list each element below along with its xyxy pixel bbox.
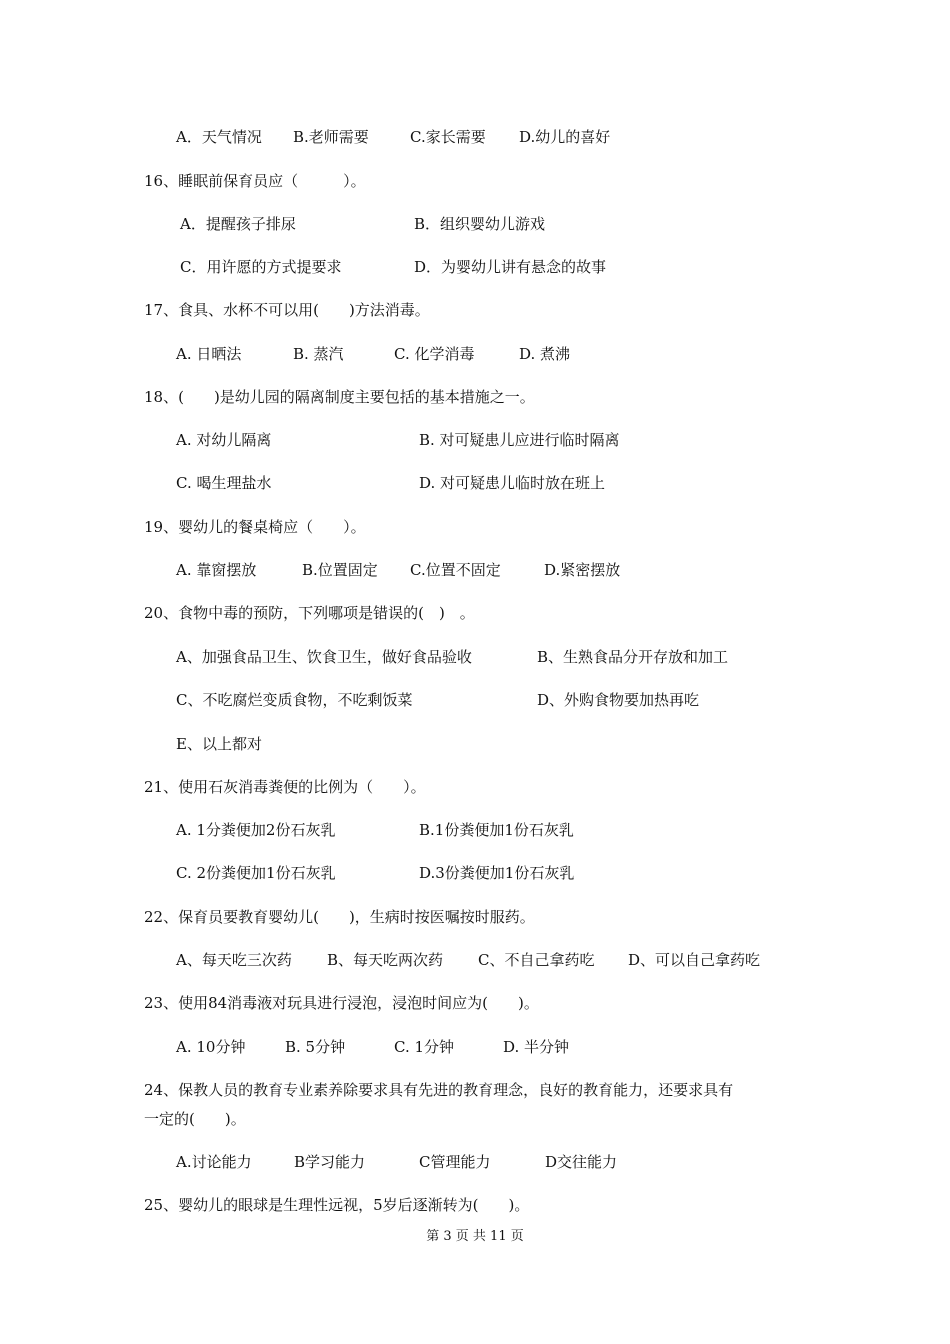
q15-option-b: B.老师需要 (293, 128, 369, 146)
q19-option-a: A. 靠窗摆放 (176, 561, 257, 579)
q20-option-e: E、以上都对 (176, 735, 262, 753)
q24-stem-line2: 一定的( )。 (144, 1110, 246, 1128)
q19-stem: 19、婴幼儿的餐桌椅应（ ）。 (144, 518, 366, 536)
q20-option-a: A、加强食品卫生、饮食卫生，做好食品验收 (176, 648, 472, 666)
q21-option-d: D.3份粪便加1份石灰乳 (419, 864, 575, 882)
q16-option-b: B．组织婴幼儿游戏 (414, 215, 546, 233)
q18-stem: 18、( )是幼儿园的隔离制度主要包括的基本措施之一。 (144, 388, 535, 406)
q17-option-d: D. 煮沸 (519, 345, 571, 363)
q21-option-c: C. 2份粪便加1份石灰乳 (176, 864, 336, 882)
q22-stem: 22、保育员要教育婴幼儿( )，生病时按医嘱按时服药。 (144, 908, 535, 926)
q22-option-c: C、不自己拿药吃 (478, 951, 595, 969)
q24-stem-line1: 24、保教人员的教育专业素养除要求具有先进的教育理念，良好的教育能力，还要求具有 (144, 1081, 734, 1099)
page-footer: 第 3 页 共 11 页 (426, 1229, 524, 1244)
q18-option-c: C. 喝生理盐水 (176, 474, 272, 492)
q24-option-b: B学习能力 (294, 1153, 366, 1171)
q23-stem: 23、使用84消毒液对玩具进行浸泡，浸泡时间应为( )。 (144, 994, 539, 1012)
q20-option-c: C、不吃腐烂变质食物，不吃剩饭菜 (176, 691, 413, 709)
q21-option-a: A. 1分粪便加2份石灰乳 (176, 821, 336, 839)
q16-stem: 16、睡眠前保育员应（ ）。 (144, 172, 366, 190)
q23-option-c: C. 1分钟 (394, 1038, 455, 1056)
q21-option-b: B.1份粪便加1份石灰乳 (419, 821, 574, 839)
q22-option-a: A、每天吃三次药 (176, 951, 292, 969)
q15-option-d: D.幼儿的喜好 (519, 128, 611, 146)
q19-option-b: B.位置固定 (302, 561, 378, 579)
q20-option-b: B、生熟食品分开存放和加工 (537, 648, 729, 666)
q23-option-b: B. 5分钟 (285, 1038, 346, 1056)
q15-option-c: C.家长需要 (410, 128, 486, 146)
q17-option-a: A. 日晒法 (176, 345, 242, 363)
q16-option-c: C．用许愿的方式提要求 (180, 258, 342, 276)
q21-stem: 21、使用石灰消毒粪便的比例为（ ）。 (144, 778, 426, 796)
q19-option-c: C.位置不固定 (410, 561, 501, 579)
q17-stem: 17、食具、水杯不可以用( )方法消毒。 (144, 301, 430, 319)
q20-option-d: D、外购食物要加热再吃 (537, 691, 700, 709)
q18-option-a: A. 对幼儿隔离 (176, 431, 272, 449)
q22-option-b: B、每天吃两次药 (327, 951, 444, 969)
q24-option-a: A.讨论能力 (176, 1153, 252, 1171)
q25-stem: 25、婴幼儿的眼球是生理性远视，5岁后逐渐转为( )。 (144, 1196, 530, 1214)
q24-option-d: D交往能力 (545, 1153, 618, 1171)
q17-option-b: B. 蒸汽 (293, 345, 344, 363)
q22-option-d: D、可以自己拿药吃 (628, 951, 761, 969)
q15-option-a: A．天气情况 (176, 128, 262, 146)
q23-option-a: A. 10分钟 (176, 1038, 246, 1056)
q24-option-c: C管理能力 (419, 1153, 491, 1171)
q16-option-a: A．提醒孩子排尿 (180, 215, 296, 233)
q23-option-d: D. 半分钟 (503, 1038, 570, 1056)
q18-option-b: B. 对可疑患儿应进行临时隔离 (419, 431, 620, 449)
q20-stem: 20、食物中毒的预防，下列哪项是错误的( ) 。 (144, 604, 475, 622)
q19-option-d: D.紧密摆放 (544, 561, 621, 579)
q16-option-d: D．为婴幼儿讲有悬念的故事 (414, 258, 607, 276)
q17-option-c: C. 化学消毒 (394, 345, 475, 363)
q18-option-d: D. 对可疑患儿临时放在班上 (419, 474, 606, 492)
